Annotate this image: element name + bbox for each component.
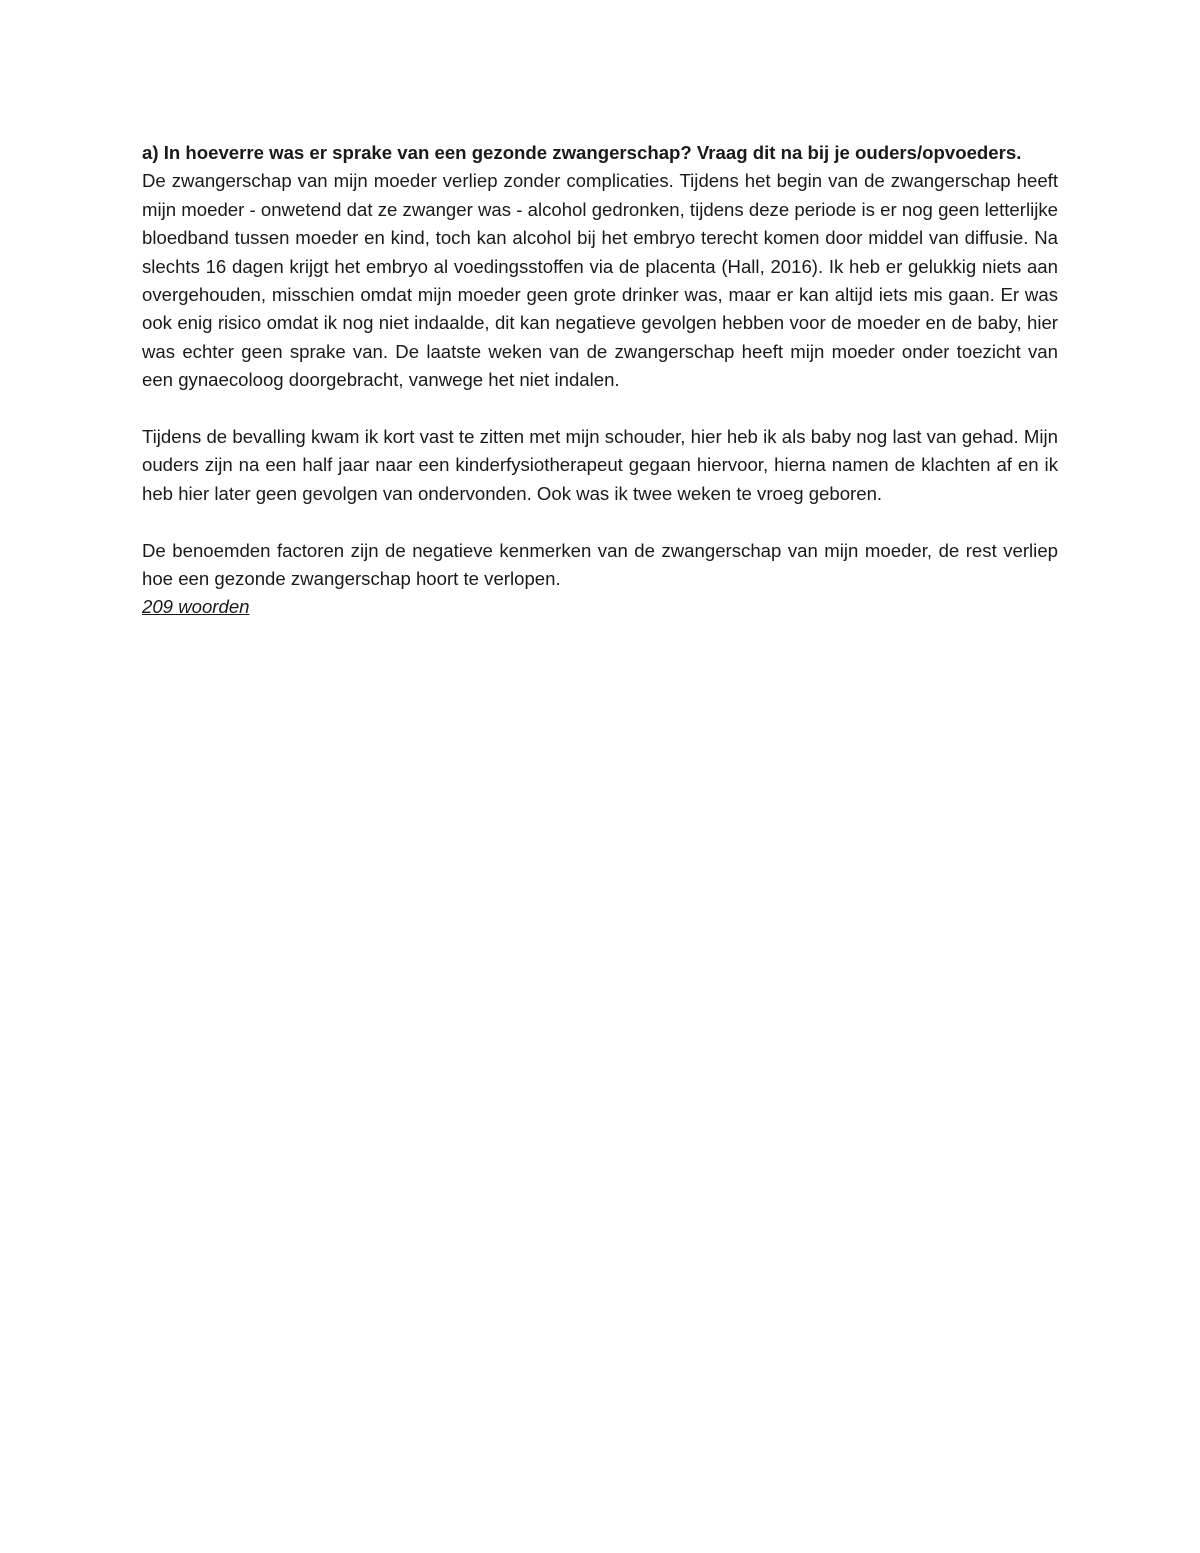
paragraph-spacer [142,395,1058,423]
paragraph-spacer [142,508,1058,536]
paragraph-pregnancy: De zwangerschap van mijn moeder verliep zonder complicaties. Tijdens het begin van de zwangerschap heeft mijn moeder - onwetend dat ze zwanger was - alcohol gedronken, tijdens deze periode is er nog geen letterlijke bloedband tussen moeder en kind, toch kan alcohol bij het embryo terecht komen door middel van diffusie. Na slechts 16 dagen krijgt het embryo al voedingsstoffen via de placenta (Hall, 2016). Ik heb er gelukkig niets aan overgehouden, misschien omdat mijn moeder geen grote drinker was, maar er kan altijd iets mis gaan. Er was ook enig risico omdat ik nog niet indaalde, dit kan negatieve gevolgen hebben voor de moeder en de baby, hier was echter geen sprake van. De laatste weken van de zwangerschap heeft mijn moeder onder toezicht van een gynaecoloog doorgebracht, vanwege het niet indalen. [142,170,1058,391]
document-page [142,139,1058,622]
question-heading: a) In hoeverre was er sprake van een gezonde zwangerschap? Vraag dit na bij je ouders/opvoeders. [142,142,1022,163]
paragraph-delivery: Tijdens de bevalling kwam ik kort vast te zitten met mijn schouder, hier heb ik als baby nog last van gehad. Mijn ouders zijn na een half jaar naar een kinderfysiotherapeut gegaan hiervoor, hierna namen de klachten af en ik heb hier later geen gevolgen van ondervonden. Ook was ik twee weken te vroeg geboren. [142,426,1058,504]
word-count: 209 woorden [142,596,250,618]
paragraph-conclusion: De benoemden factoren zijn de negatieve kenmerken van de zwangerschap van mijn moeder, de rest verliep hoe een gezonde zwangerschap hoort te verlopen. [142,539,1058,590]
